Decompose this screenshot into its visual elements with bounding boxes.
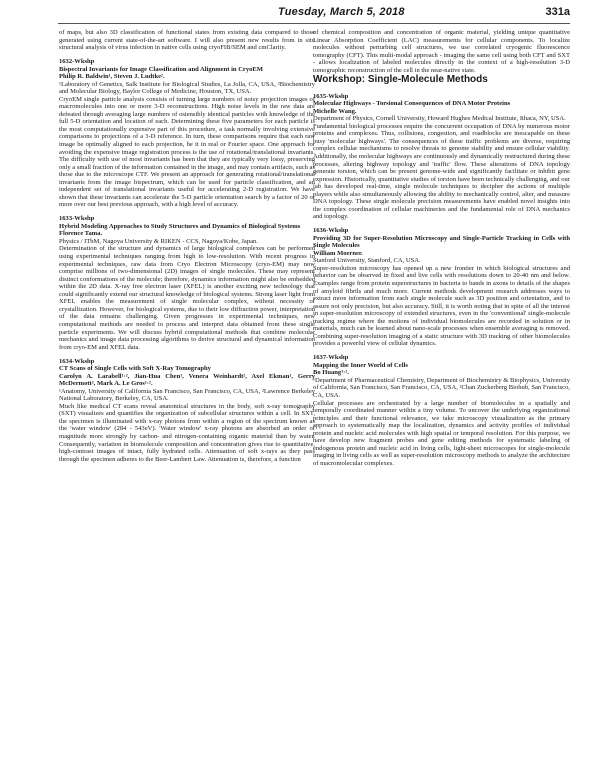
abstract-affiliation: Stanford University, Stanford, CA, USA. [313, 257, 421, 265]
abstract-affiliation: ¹Anatomy, University of California San Francisco, San Francisco, CA, USA, ²Lawrence Berkeley National Laboratory, Berkeley, CA, USA. [59, 387, 315, 403]
page-number: 331a [545, 6, 570, 18]
abstract-1636 [313, 227, 570, 347]
right-column [313, 29, 570, 467]
continued-text: of chemical composition and concentration of organic material, yielding unique quantitative Linear Absorption Coefficient (LAC) measurements for cellular components. To localize molecules without perturbing cell structures, we use correlated cryogenic fluorescence tomography (CFT). This multi-modal approach - imaging the same cell using both CFT and SXT - allows localization of labeled molecules directly in the context of a high-resolution 3-D tomographic reconstruction of the cell in the near-native state. [313, 29, 570, 74]
abstract-number: 1632-Wkshp [59, 58, 95, 66]
abstract-authors: Bo Huang¹·². [313, 369, 349, 377]
abstract-body: Much like medical CT scans reveal anatomical structures in the body, soft x-ray tomography (SXT) visualizes and quantifies the organization of subcellular structures within a cell. In SXT, the specimen is illuminated with x-ray photons from within a region of the spectrum known as the 'water window' (284 - 543eV). 'Water window' x-ray photons are absorbed an order of magnitude more strongly by carbon- and nitrogen-containing organic material than by water. Consequently, variation in biomolecule composition and concentration gives rise to quantitative, high-contrast images of intact, fully hydrated cells. Attenuation of soft x-rays as they pass through the specimen adheres to the Beer-Lambert Law. Attenuation is, therefore, a function [59, 402, 315, 463]
abstract-authors: Philip R. Baldwin¹, Steven J. Ludtke². [59, 73, 165, 81]
workshop-heading: Workshop: Single-Molecule Methods [313, 74, 488, 86]
abstract-title: Mapping the Inner World of Cells [313, 361, 408, 369]
abstract-1633 [59, 215, 315, 351]
abstract-number: 1636-Wkshp [313, 227, 349, 235]
abstract-1635 [313, 93, 570, 221]
abstract-1632 [59, 58, 315, 209]
abstract-affiliation: Physics / ITbM, Nagoya University & RIKEN - CCS, Nagoya/Kobe, Japan. [59, 237, 258, 245]
abstract-authors: Michelle Wang. [313, 107, 357, 115]
abstract-title: Molecular Highways - Torsional Consequences of DNA Motor Proteins [313, 100, 511, 108]
abstract-number: 1637-Wkshp [313, 354, 349, 362]
abstract-title: Providing 3D for Super-Resolution Microscopy and Single-Particle Tracking in Cells with Single Molecules [313, 234, 570, 250]
abstract-title: CT Scans of Single Cells with Soft X-Ray Tomography [59, 365, 211, 373]
abstract-affiliation: ¹Department of Pharmaceutical Chemistry, Department of Biochemistry & Biophysics, University of California, San Francisco, San Francisco, CA, USA, ²Chan Zuckerberg Biohub, San Francisco, CA, USA. [313, 376, 570, 399]
abstract-body: Determination of the structure and dynamics of large biological complexes can be performed using experimental techniques ranging from high to low-resolution. With recent progress in experimental techniques, raw data from Cryo Electron Microscopy (cryo-EM) may now comprise millions of two-dimensional (2D) images of single molecules. These may represent distinct conformations of the molecule; therefore, dynamics information might also be embedded within the 2D data. X-ray free electron laser (XFEL) is another exciting new technology that could significantly extend our structural knowledge of biological systems. Strong laser light from XFEL enables the measurement of single molecular complex, without necessity of crystallization. However, for biological systems, due to their low diffraction power, interpretation of the data remains challenging. Given progresses in experimental techniques, new computational methods are needed to process and interpret data obtained from these single particle experiments. We will discuss hybrid computational methods that combine molecular mechanics and image data processing algorithms to derive structural and dynamical information from cryo-EM and XFEL data. [59, 245, 315, 351]
abstract-authors: William Moerner. [313, 249, 363, 257]
abstract-1637 [313, 354, 570, 467]
abstract-body: Fundamental biological processes require the concurrent occupation of DNA by numerous motor proteins and complexes. Thus, collisions, congestion, and roadblocks are inescapable on these busy 'molecular highways'. The consequences of these traffic problems are diverse, requiring complex cellular mechanisms to resolve threats to genome stability and ensure cellular viability. Additionally, the molecular highways are continuously and dynamically restructured during these processes, altering highway topology and 'traffic' flow. These alterations of DNA topology generate torsion, which can be present genome-wide and significantly facilitate or inhibit gene expression. Historically, quantitative studies of torsion have been technically challenging, and our lab has developed real-time, single molecule techniques to decipher the actions of multiple players while also simultaneously allowing the ability to mechanically control, alter, and measure DNA topology. These single molecule precision measurements have enabled novel insights into the complex coordination of cellular machineries and the fundamental role of DNA mechanics and topology. [313, 122, 570, 221]
running-header [58, 3, 570, 24]
abstract-number: 1633-Wkshp [59, 215, 95, 223]
running-header-date: Tuesday, March 5, 2018 [278, 6, 405, 18]
abstract-body: Cellular processes are orchestrated by a large number of biomolecules in a spatially and temporally coordinated manner within a tiny volume. To uncover the underlying organizational principles and their functional relevance, we take microscopy visualization as the primary approach to systematically map the localization, dynamics and activity profiles of individual protein and nucleic acid molecules with high spatial or temporal resolution. For this purpose, we have develop new fragment probes and gene editing methods for systematic labeling of endogenous protein and nucleic acid in living cells, light-sheet microscopes for single-molecule imaging in living cells as well as super-resolution microscopy methods to analyze the architecture of macromolecular complexes. [313, 399, 570, 467]
left-column [59, 29, 315, 463]
abstract-body: Super-resolution microscopy has opened up a new frontier in which biological structures and behavior can be observed in fixed and live cells with resolutions down to 20-40 nm and below. Examples range from protein superstructures in bacteria to bands in axons to details of the shapes of amyloid fibrils and much more. Current methods development research addresses ways to extract more information from each single molecule such as 3D position and orientation, and to assure not only precision, but also accuracy. Still, it is worth noting that in spite of all the interest in super-resolution microscopy of extended structures, even in the 'conventional' single-molecule tracking regime where the motions of individual biomolecules are recorded in solution or in materials, much can be learned about nano-scale processes when ensemble averaging is removed. Combining super-resolution imaging of a static structure with 3D tracking of other biomolecules provides a powerful view of cellular dynamics. [313, 264, 570, 348]
abstract-title: Bispectral Invariants for Image Classification and Alignment in CryoEM [59, 65, 263, 73]
abstract-authors: Florence Tama. [59, 230, 103, 238]
abstract-number: 1634-Wkshp [59, 357, 95, 365]
continued-text: of maps, but also 3D classification of functional states from existing data compared to those generated using current state-of-the-art software. I will also present new results from in situ structural analysis of virus infection in native cells using cryoFIB/SEM and cmClarity. [59, 29, 315, 52]
abstract-affiliation: ¹Laboratory of Genetics, Salk Institute for Biological Studies, La Jolla, CA, USA, ²Biochemistry and Molecular Biology, Baylor College of Medicine, Houston, TX, USA. [59, 80, 315, 96]
abstract-title: Hybrid Modeling Approaches to Study Structures and Dynamics of Biological Systems [59, 222, 301, 230]
abstract-affiliation: Department of Physics, Cornell University, Howard Hughes Medical Institute, Ithaca, NY, USA. [313, 115, 566, 123]
abstract-body: CryoEM single particle analysis consists of turning large numbers of noisy projection images of macromolecules into one or more 3-D reconstructions. High noise levels in the raw data are defeated through averaging large numbers of ostensibly identical particles with knowledge of the full 5-D orientation and location of each. Determining these five parameters for each particle is the most computationally expensive part of this procedure, a task normally involving extensive comparisons to projections of a 3-D reference. In turn, these comparisons require that each raw image be optimally aligned to each projection, be it in real or Fourier space. One approach for avoiding the expensive image registration process is the use of rotational/translational invariants. The difficulty with use of most invariants has been that they are typically very lossy, preserving only a small fraction of the information contained in the image, and may contain artifacts, such as those due to the microscope CTF. We present an approach for generating rotational/translational invariants from the image bispectrum, which can be used for particle classification, and an independent set of translational invariants useful for accelerating 2-D registration. We have shown that these invariants can accelerate the 5-D particle orientation search by a factor of 20 or more over our best previous approach, with a high level of accuracy. [59, 95, 315, 209]
abstract-authors: Carolyn A. Larabell¹·², Jian-Hua Chen¹, Venera Weinhardt², Axel Ekman¹, Gerry McDermott², Mark A. Le Gros¹·². [59, 372, 315, 388]
abstract-1634 [59, 358, 315, 464]
abstract-number: 1635-Wkshp [313, 92, 349, 100]
